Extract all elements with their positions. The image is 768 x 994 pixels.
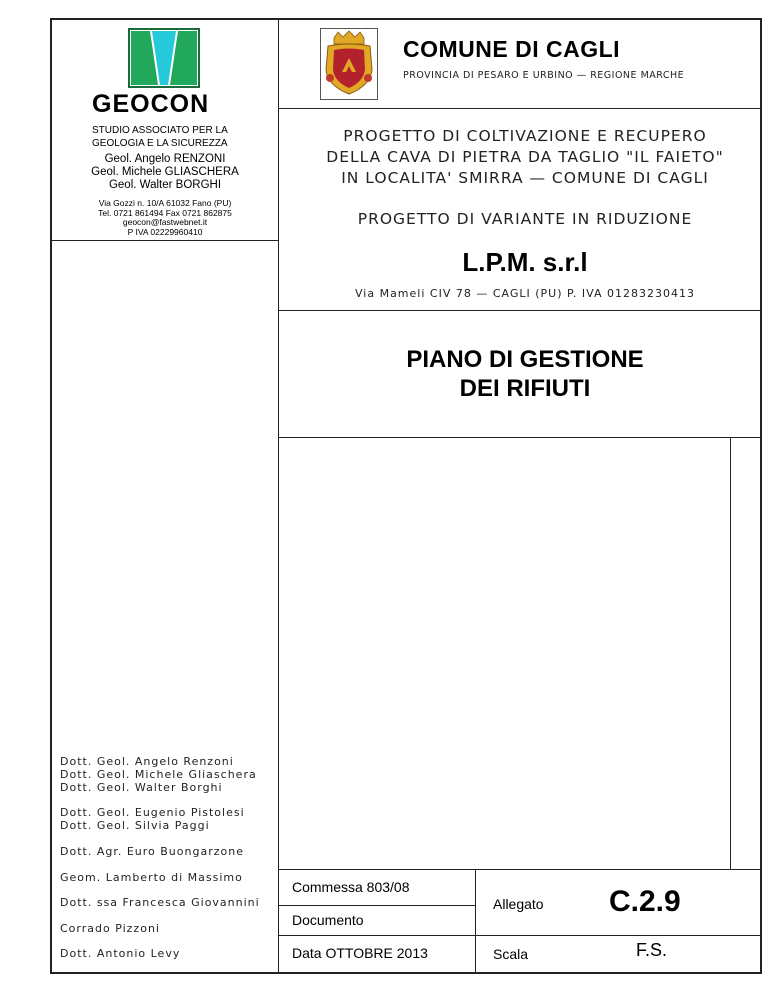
staff-corrado: Corrado Pizzoni (60, 922, 160, 935)
title-divider (278, 437, 762, 438)
staff-levy: Dott. Antonio Levy (60, 947, 181, 960)
scala-label: Scala (493, 946, 529, 962)
titleblock-row2 (278, 935, 762, 936)
client-divider (278, 310, 762, 311)
studio-subtitle: STUDIO ASSOCIATO PER LA GEOLOGIA E LA SICUREZZA (92, 125, 228, 149)
frame-top (50, 18, 762, 20)
coat-of-arms-icon (320, 28, 378, 100)
staff-group-2: Dott. Geol. Eugenio Pistolesi Dott. Geol. Silvia Paggi (60, 806, 245, 832)
staff-geom: Geom. Lamberto di Massimo (60, 871, 243, 884)
titleblock-row1 (278, 905, 475, 906)
column-divider (278, 18, 279, 973)
frame-left (50, 18, 52, 973)
allegato-value: C.2.9 (609, 885, 681, 918)
frame-right (760, 18, 762, 973)
header-divider (278, 108, 762, 109)
drawing-box-right (730, 437, 731, 870)
geocon-logo-icon (128, 28, 200, 88)
studio-address: Via Gozzi n. 10/A 61032 Fano (PU) Tel. 0721 861494 Fax 0721 862875 geocon@fastwebnet.it P IVA 02229960410 (98, 198, 232, 237)
project-variant: PROGETTO DI VARIANTE IN RIDUZIONE (357, 210, 693, 228)
project-title: PROGETTO DI COLTIVAZIONE E RECUPERO DELLA CAVA DI PIETRA DA TAGLIO "IL FAIETO" IN LOCALITA' SMIRRA — COMUNE DI CAGLI (326, 127, 724, 187)
staff-dottssa: Dott. ssa Francesca Giovannini (60, 896, 260, 909)
allegato-label: Allegato (493, 896, 544, 912)
data-label: Data OTTOBRE 2013 (292, 945, 428, 961)
titleblock-vertical (475, 869, 476, 973)
client-address: Via Mameli CIV 78 — CAGLI (PU) P. IVA 01283230413 (355, 287, 695, 300)
comune-subtitle: PROVINCIA DI PESARO E URBINO — REGIONE MARCHE (403, 70, 685, 81)
scala-value: F.S. (636, 940, 668, 960)
frame-bottom (50, 972, 762, 974)
logo-box-bottom (50, 240, 279, 241)
studio-partners: Geol. Angelo RENZONI Geol. Michele GLIASCHERA Geol. Walter BORGHI (91, 153, 239, 191)
document-title: PIANO DI GESTIONE DEI RIFIUTI (406, 346, 644, 402)
documento-label: Documento (292, 912, 364, 928)
titleblock-top (278, 869, 762, 870)
staff-agr: Dott. Agr. Euro Buongarzone (60, 845, 244, 858)
commessa-label: Commessa 803/08 (292, 879, 410, 895)
studio-name: GEOCON (92, 90, 210, 118)
client-name: L.P.M. s.r.l (462, 247, 588, 277)
staff-group-1: Dott. Geol. Angelo Renzoni Dott. Geol. Michele Gliaschera Dott. Geol. Walter Borghi (60, 755, 257, 794)
comune-title: COMUNE DI CAGLI (403, 36, 621, 62)
